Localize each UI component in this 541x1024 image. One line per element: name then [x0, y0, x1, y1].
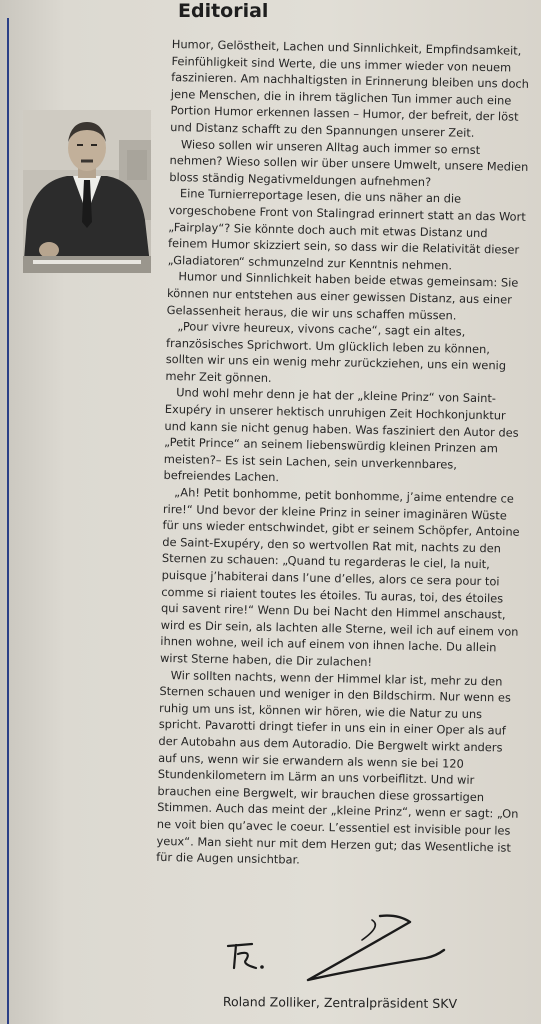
handwritten-signature	[222, 910, 462, 990]
author-portrait-image	[23, 110, 151, 273]
article-paragraph: Und wohl mehr denn je hat der „kleine Prinz“ von Saint-Exupéry in unserer hektisch unruhigen Zeit Hochkonjunktur und kann sie nicht genug haben. Was fasziniert den Autor des „Petit Prince“ an seinem liebenswürdig kleinen Prinzen am meisten?– Es ist sein Lachen, sein unverkennbares, befreiendes Lachen.	[163, 385, 519, 485]
author-photo	[23, 110, 151, 273]
page-title: Editorial	[178, 0, 269, 22]
article-paragraph: „Ah! Petit bonhomme, petit bonhomme, j’aime entendre ce rire!“ Und bevor der kleine Prinz in seiner imaginären Wüste für uns wieder entschwindet, gibt er seinem Schöpfer, Antoine de Saint-Exupéry, den so wertvollen Rat mit, nachts zu den Sternen zu schauen: „Quand tu regarderas le ciel, la nuit, puisque j’habiterai dans l’une d’elles, alors ce sera pour toi comme si riaient toutes les étoiles. Tu auras, toi, des étoiles qui savent rire!“ Wenn Du bei Nacht den Himmel anschaust, wird es Dir sein, als lachten alle Sterne, weil ich auf einem von ihnen wohne, weil ich auf einem von ihnen lache. Du allein wirst Sterne haben, die Dir zulachen!	[159, 485, 520, 669]
article-paragraph: Humor, Gelöstheit, Lachen und Sinnlichkeit, Empfindsamkeit, Feinfühligkeit sind Werte, die uns immer wieder von neuem faszinieren. Am nachhaltigsten in Erinnerung bleiben uns doch jene Menschen, die in ihrem täglichen Tun immer auch eine Portion Humor erkennen lassen – Humor, der befreit, der löst und Distanz schafft zu den Spannungen unserer Zeit.	[170, 36, 530, 140]
author-byline: Roland Zolliker, Zentralpräsident SKV	[222, 994, 458, 1012]
editorial-article	[156, 36, 534, 872]
article-paragraph: Wir sollten nachts, wenn der Himmel klar ist, mehr zu den Sternen schauen und weniger in den Bildschirm. Nur wenn es ruhig um uns ist, können wir hören, wie die Natur zu uns spricht. Pavarotti dringt tiefer in uns ein in einer Oper als auf der Autobahn aus dem Autoradio. Die Bergwelt wirkt anders auf uns, wenn wir sie erwandern als wenn sie bei 120 Stundenkilometern im Lärm an uns vorbeiflitzt. Und wir brauchen eine Bergwelt, wir brauchen diese grossartigen Stimmen. Auch das meint der „kleine Prinz“, wenn er sagt: „On ne voit bien qu’avec le coeur. L’essentiel est invisible pour les yeux“. Man sieht nur mit dem Herzen gut; das Wesentliche ist für die Augen unsichtbar.	[156, 667, 519, 867]
article-paragraph: Wieso sollen wir unseren Alltag auch immer so ernst nehmen? Wieso sollen wir über unsere Umwelt, unsere Medien bloss ständig Negativmeldungen aufnehmen?	[169, 136, 529, 189]
signature-image	[222, 910, 462, 990]
margin-rule	[7, 18, 9, 1024]
article-paragraph: Humor und Sinnlichkeit haben beide etwas gemeinsam: Sie können nur entstehen aus einer gewissen Distanz, aus einer Gelassenheit heraus, die wir uns schaffen müssen.	[166, 269, 519, 323]
article-paragraph: „Pour vivre heureux, vivons cache“, sagt ein altes, französisches Sprichwort. Um glücklich leben zu können, sollten wir uns ein wenig mehr zurückziehen, uns ein wenig mehr Zeit gönnen.	[165, 319, 507, 385]
article-paragraph: Eine Turnierreportage lesen, die uns näher an die vorgeschobene Front von Stalingrad erinnert statt an das Wort „Fairplay“? Sie könnte doch auch mit etwas Distanz und feinem Humor skizziert sein, so dass wir die Relativität dieser „Gladiatoren“ schmunzelnd zur Kenntnis nehmen.	[167, 186, 526, 273]
